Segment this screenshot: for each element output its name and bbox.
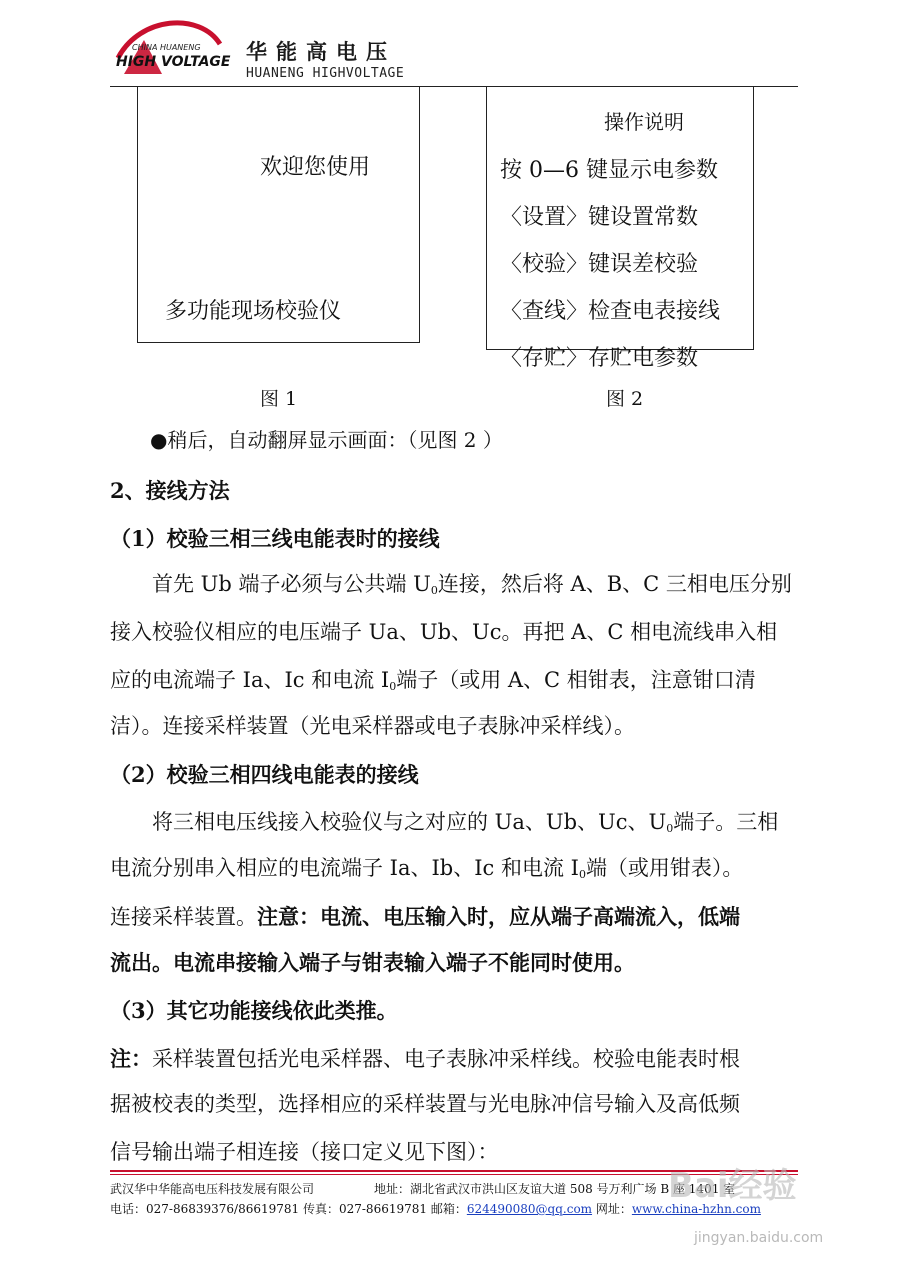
text-line: 应的电流端子 Ia、Ic 和电流 $I_0$端子（或用 A、C 相钳表，注意钳口清 xyxy=(110,668,756,693)
figure-2-line: 〈存贮〉存贮电参数 xyxy=(500,346,699,371)
subheading-three-phase-four-wire: （2）校验三相四线电能表的接线 xyxy=(110,762,419,787)
note-label: 注： xyxy=(110,1046,152,1071)
figure-1-welcome: 欢迎您使用 xyxy=(260,155,371,180)
watermark-url: jingyan.baidu.com xyxy=(694,1230,824,1246)
text-line: 连接采样装置。注意：电流、电压输入时，应从端子高端流入，低端 xyxy=(110,904,740,929)
brand-name-en: HUANENG HIGHVOLTAGE xyxy=(246,66,405,81)
notice-text: 注意：电流、电压输入时，应从端子高端流入，低端 xyxy=(257,904,740,929)
footer-company: 武汉华中华能高电压科技发展有限公司 xyxy=(110,1182,315,1196)
text-line: 洁）。连接采样装置（光电采样器或电子表脉冲采样线）。 xyxy=(110,714,635,738)
logo-small-text: CHINA HUANENG xyxy=(132,43,201,52)
figure-2-title: 操作说明 xyxy=(604,110,684,134)
note-line: 据被校表的类型，选择相应的采样装置与光电脉冲信号输入及高低频 xyxy=(110,1092,740,1116)
text-line: 接入校验仪相应的电压端子 Ua、Ub、Uc。再把 A、C 相电流线串入相 xyxy=(110,620,778,644)
logo-arc xyxy=(118,23,220,58)
company-logo xyxy=(110,14,242,84)
text-line: 首先 Ub 端子必须与公共端 $U_0$连接，然后将 A、B、C 三相电压分别 xyxy=(152,572,792,597)
figure-1-device-name: 多功能现场校验仪 xyxy=(165,299,342,324)
paragraph-auto-flip: ●稍后，自动翻屏显示画面：（见图 2 ） xyxy=(150,428,503,452)
figure-1-caption: 图 1 xyxy=(260,388,298,410)
subheading-three-phase-three-wire: （1）校验三相三线电能表时的接线 xyxy=(110,526,440,551)
figure-2-line: 〈校验〉键误差校验 xyxy=(500,252,699,277)
section-heading-wiring: 2、接线方法 xyxy=(110,478,230,503)
footer-address: 地址：湖北省武汉市洪山区友谊大道 508 号万利广场 B 座 1401 室 xyxy=(374,1182,736,1196)
watermark-logo: Bai经验 xyxy=(668,1166,797,1206)
notice-text: 流出。电流串接输入端子与钳表输入端子不能同时使用。 xyxy=(110,950,635,975)
footer-website-link[interactable]: www.china-hzhn.com xyxy=(631,1202,761,1216)
brand-name-cn: 华能高电压 xyxy=(246,40,396,64)
logo-big-text: HIGH VOLTAGE xyxy=(116,54,231,70)
figure-2-line: 〈设置〉键设置常数 xyxy=(500,205,699,230)
footer-contact: 电话：027-86839376/86619781 传真：027-86619781 邮箱：624490080@qq.com 网址：www.china-hzhn.com xyxy=(110,1202,761,1216)
text-line: 将三相电压线接入校验仪与之对应的 Ua、Ub、Uc、$U_0$端子。三相 xyxy=(152,810,779,835)
footer-email-link[interactable]: 624490080@qq.com xyxy=(466,1202,593,1216)
subheading-other-functions: （3）其它功能接线依此类推。 xyxy=(110,998,398,1023)
figure-2-caption: 图 2 xyxy=(606,388,644,410)
figure-2-line: 〈查线〉检查电表接线 xyxy=(500,299,721,324)
figure-2-line: 按 0—6 键显示电参数 xyxy=(500,158,718,183)
note-line: 注：采样装置包括光电采样器、电子表脉冲采样线。校验电能表时根 xyxy=(110,1046,740,1071)
text-line: 电流分别串入相应的电流端子 Ia、Ib、Ic 和电流 $I_0$端（或用钳表）。 xyxy=(110,856,744,881)
note-line: 信号输出端子相连接（接口定义见下图）： xyxy=(110,1140,499,1164)
